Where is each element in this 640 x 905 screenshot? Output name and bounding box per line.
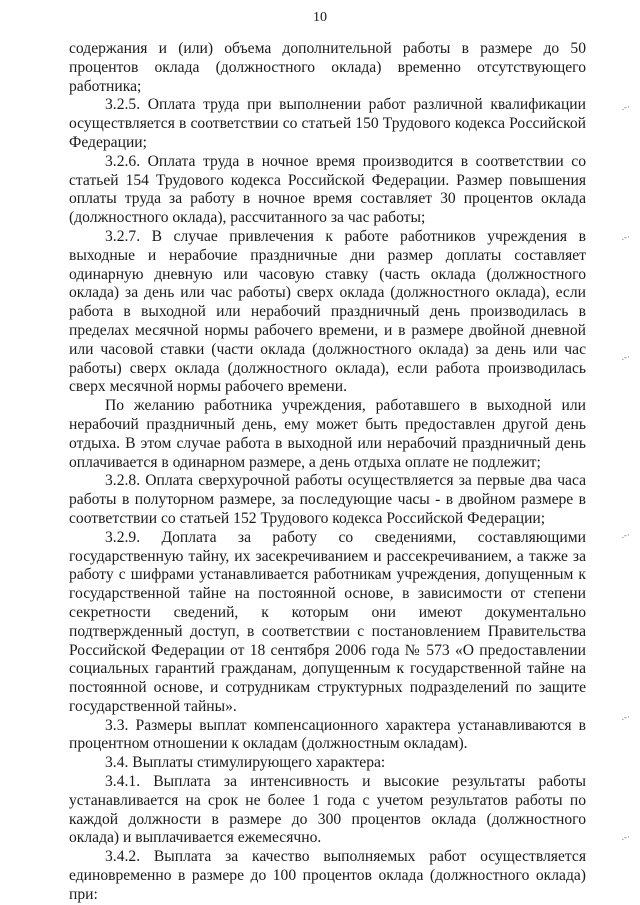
paragraph-day-off: По желанию работника учреждения, работавшего в выходной или нерабочий праздничный день, ему может быть предоставлен другой день отдыха. В этом случае работа в выходной или нерабочий праздничный день оплачивается в одинарном размере, а день отдыха оплате не подлежит;: [69, 397, 586, 471]
margin-mark: .-·: [621, 232, 630, 242]
paragraph-3-4-2: 3.4.2. Выплата за качество выполняемых работ осуществляется единовременно в размере до 100 процентов оклада (должностного оклада) при:: [69, 848, 586, 903]
page-number: 10: [313, 10, 327, 25]
paragraph-continuation: содержания и (или) объема дополнительной работы в размере до 50 процентов оклада (должностного оклада) временно отсутствующего работника;: [69, 40, 586, 95]
margin-mark: .-·: [621, 102, 630, 112]
paragraph-3-2-8: 3.2.8. Оплата сверхурочной работы осуществляется за первые два часа работы в полуторном размере, за последующие часы - в двойном размере в соответствии со статьей 152 Трудового кодекса Российской Федерации;: [69, 472, 586, 527]
margin-mark: .-·: [621, 352, 630, 362]
paragraph-3-3: 3.3. Размеры выплат компенсационного характера устанавливаются в процентном отношении к окладам (должностным окладам).: [69, 716, 586, 753]
paragraph-3-2-5: 3.2.5. Оплата труда при выполнении работ различной квалификации осуществляется в соответствии со статьей 150 Трудового кодекса Российской Федерации;: [69, 96, 586, 151]
document-body: [69, 40, 586, 905]
margin-mark: .-·: [621, 712, 630, 722]
paragraph-3-2-6: 3.2.6. Оплата труда в ночное время производится в соответствии со статьей 154 Трудового кодекса Российской Федерации. Размер повышения оплаты труда за работу в ночное время составляет 30 процентов оклада (должностного оклада), рассчитанного за час работы;: [69, 152, 586, 227]
paragraph-3-2-9: 3.2.9. Доплата за работу со сведениями, составляющими государственную тайну, их засекречиванием и рассекречиванием, а также за работу с шифрами устанавливается работникам учреждения, допущенным к государственной тайне на постоянной основе, в зависимости от степени секретности сведений, к которым они имеют документально подтвержденный доступ, в соответствии с постановлением Правительства Российской Федерации от 18 сентября 2006 года № 573 «О предоставлении социальных гарантий гражданам, допущенным к государственной тайне на постоянной основе, и сотрудникам структурных подразделений по защите государственной тайны».: [69, 528, 586, 715]
paragraph-3-2-7: 3.2.7. В случае привлечения к работе работников учреждения в выходные и нерабочие праздничные дни размер доплаты составляет одинарную дневную или часовую ставку (часть оклада (должностного оклада) за день или час работы) сверх оклада (должностного оклада), если работа в выходной или нерабочий праздничный день производилась в пределах месячной нормы рабочего времени, и в размере двойной дневной или часовой ставки (части оклада (должностного оклада) за день или час работы) сверх оклада (должностного оклада), если работа производилась сверх месячной нормы рабочего времени.: [69, 227, 586, 396]
paragraph-3-4: 3.4. Выплаты стимулирующего характера:: [105, 754, 386, 772]
margin-mark: .-·: [621, 832, 630, 842]
margin-mark: .-·: [621, 530, 630, 540]
paragraph-3-4-1: 3.4.1. Выплата за интенсивность и высокие результаты работы устанавливается на срок не более 1 года с учетом результатов работы по каждой должности в размере до 300 процентов оклада (должностного оклада) и выплачивается ежемесячно.: [69, 773, 586, 847]
